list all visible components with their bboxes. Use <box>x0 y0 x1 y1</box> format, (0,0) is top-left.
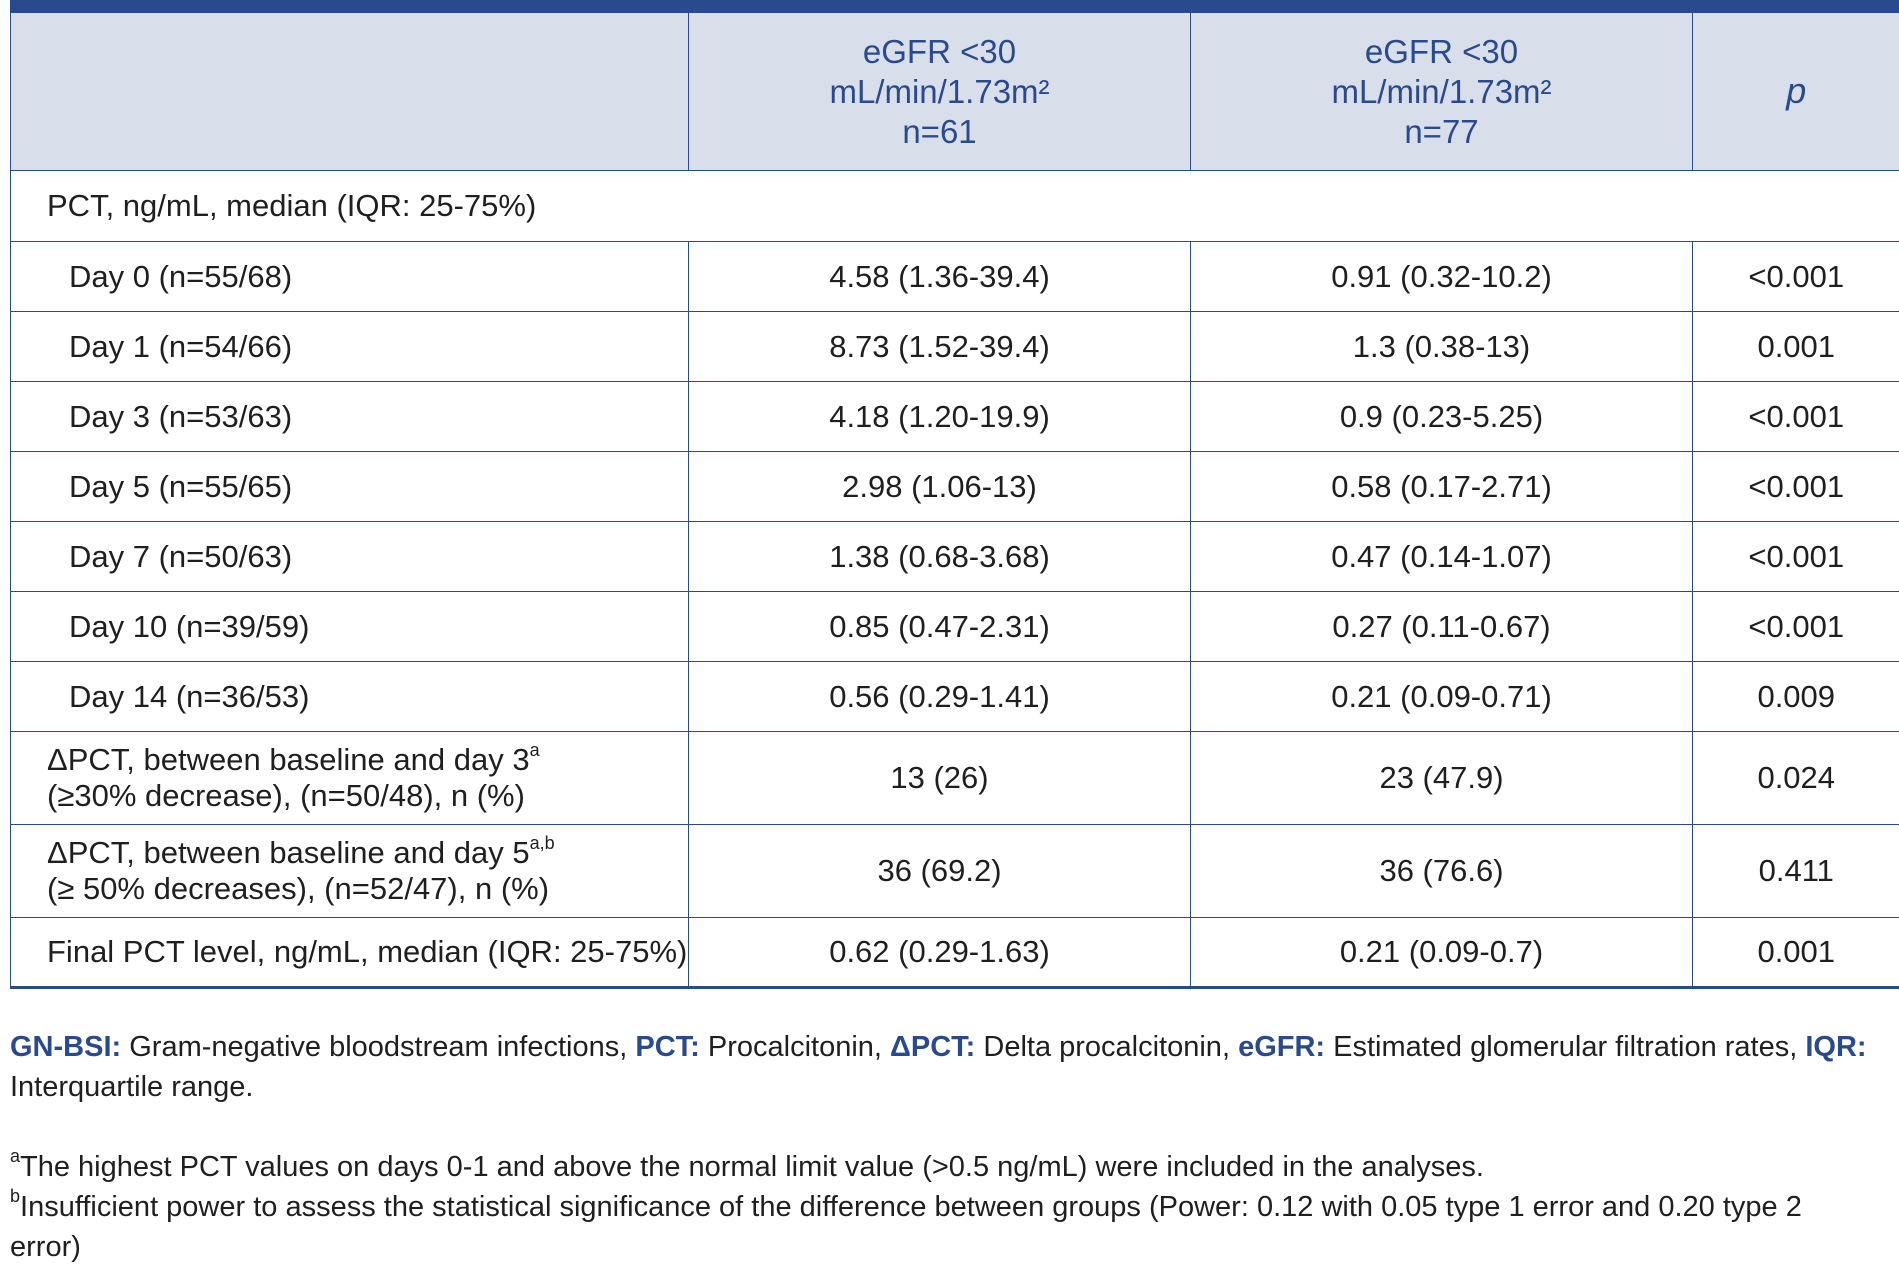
group1-value: 2.98 (1.06-13) <box>689 452 1191 522</box>
table-row <box>11 312 1899 382</box>
group2-value: 0.47 (0.14-1.07) <box>1191 522 1693 592</box>
abbreviation-term: IQR: <box>1805 1031 1867 1063</box>
group1-value: 0.85 (0.47-2.31) <box>689 592 1191 662</box>
section-row <box>11 171 1899 242</box>
header-p-value <box>1693 13 1899 171</box>
group2-value: 0.91 (0.32-10.2) <box>1191 242 1693 312</box>
pct-comparison-table <box>10 12 1899 989</box>
group1-value: 36 (69.2) <box>689 825 1191 918</box>
row-label-line1: ΔPCT, between baseline and day 5 <box>47 835 530 870</box>
footnote-a-mark: a <box>10 1146 21 1166</box>
table-row-delta-day5 <box>11 825 1899 918</box>
group1-value: 4.58 (1.36-39.4) <box>689 242 1191 312</box>
abbreviation-definition: Estimated glomerular filtration rates, <box>1325 1031 1806 1063</box>
p-value: <0.001 <box>1693 382 1899 452</box>
group2-value: 1.3 (0.38-13) <box>1191 312 1693 382</box>
header-row <box>11 13 1899 171</box>
group1-value: 0.62 (0.29-1.63) <box>689 918 1191 988</box>
table-row <box>11 662 1899 732</box>
row-label <box>11 825 689 918</box>
group2-value: 0.21 (0.09-0.71) <box>1191 662 1693 732</box>
abbreviation-definition: Delta procalcitonin, <box>975 1031 1239 1063</box>
group1-value: 0.56 (0.29-1.41) <box>689 662 1191 732</box>
p-value: 0.411 <box>1693 825 1899 918</box>
header-group2-line1: eGFR <30 <box>1364 32 1519 70</box>
table-row <box>11 382 1899 452</box>
abbreviations-note <box>10 1027 1870 1107</box>
header-group1 <box>689 13 1191 171</box>
row-label: Day 5 (n=55/65) <box>11 452 689 522</box>
table-row <box>11 452 1899 522</box>
row-label-line2: (≥30% decrease), (n=50/48), n (%) <box>47 778 525 813</box>
header-group2-line3: n=77 <box>1404 112 1479 150</box>
abbreviation-definition: Interquartile range. <box>10 1071 254 1103</box>
abbreviation-term: PCT: <box>635 1031 700 1063</box>
p-value: 0.009 <box>1693 662 1899 732</box>
group1-value: 4.18 (1.20-19.9) <box>689 382 1191 452</box>
footnote-mark: a,b <box>529 833 555 853</box>
group1-value: 8.73 (1.52-39.4) <box>689 312 1191 382</box>
footnote-b-mark: b <box>10 1186 21 1206</box>
row-label-line1: ΔPCT, between baseline and day 3 <box>47 742 530 777</box>
p-value: <0.001 <box>1693 242 1899 312</box>
abbreviation-definition: Gram-negative bloodstream infections, <box>121 1031 636 1063</box>
row-label: Day 0 (n=55/68) <box>11 242 689 312</box>
row-label: Day 14 (n=36/53) <box>11 662 689 732</box>
header-group2-line2: mL/min/1.73m² <box>1331 72 1552 110</box>
row-label: Day 7 (n=50/63) <box>11 522 689 592</box>
table-row <box>11 592 1899 662</box>
table-notes <box>10 1027 1870 1267</box>
abbreviation-term: eGFR: <box>1238 1031 1326 1063</box>
header-group1-line1: eGFR <30 <box>862 32 1017 70</box>
group2-value: 36 (76.6) <box>1191 825 1693 918</box>
group2-value: 0.9 (0.23-5.25) <box>1191 382 1693 452</box>
abbreviation-term: ΔPCT: <box>890 1031 976 1063</box>
table-row-final-pct <box>11 918 1899 988</box>
p-value: 0.024 <box>1693 732 1899 825</box>
footnote-a-text: The highest PCT values on days 0-1 and above the normal limit value (>0.5 ng/mL) were included in the analyses. <box>20 1151 1484 1183</box>
header-group1-line3: n=61 <box>902 112 977 150</box>
header-group2 <box>1191 13 1693 171</box>
p-value: 0.001 <box>1693 918 1899 988</box>
row-label: Day 10 (n=39/59) <box>11 592 689 662</box>
table-row <box>11 242 1899 312</box>
p-value: <0.001 <box>1693 522 1899 592</box>
footnote-b <box>10 1187 1870 1267</box>
group1-value: 1.38 (0.68-3.68) <box>689 522 1191 592</box>
table-top-rule <box>10 0 1899 12</box>
row-label: Final PCT level, ng/mL, median (IQR: 25-75%) <box>11 918 689 988</box>
section-label: PCT, ng/mL, median (IQR: 25-75%) <box>11 171 1899 242</box>
header-empty-cell <box>11 13 689 171</box>
p-value: <0.001 <box>1693 452 1899 522</box>
table-container <box>10 0 1899 989</box>
row-label: Day 1 (n=54/66) <box>11 312 689 382</box>
p-header-label: p <box>1786 70 1807 111</box>
group1-value: 13 (26) <box>689 732 1191 825</box>
footnote-a <box>10 1147 1870 1187</box>
table-row-delta-day3 <box>11 732 1899 825</box>
row-label <box>11 732 689 825</box>
group2-value: 0.27 (0.11-0.67) <box>1191 592 1693 662</box>
footnote-mark: a <box>529 740 540 760</box>
table-row <box>11 522 1899 592</box>
abbreviation-term: GN-BSI: <box>10 1031 122 1063</box>
group2-value: 0.21 (0.09-0.7) <box>1191 918 1693 988</box>
p-value: <0.001 <box>1693 592 1899 662</box>
group2-value: 23 (47.9) <box>1191 732 1693 825</box>
p-value: 0.001 <box>1693 312 1899 382</box>
footnote-b-text: Insufficient power to assess the statistical significance of the difference between groups (Power: 0.12 with 0.05 type 1 error and 0.20 type 2 error) <box>10 1191 1802 1263</box>
row-label: Day 3 (n=53/63) <box>11 382 689 452</box>
abbreviation-definition: Procalcitonin, <box>699 1031 891 1063</box>
row-label-line2: (≥ 50% decreases), (n=52/47), n (%) <box>47 871 550 906</box>
group2-value: 0.58 (0.17-2.71) <box>1191 452 1693 522</box>
header-group1-line2: mL/min/1.73m² <box>829 72 1050 110</box>
